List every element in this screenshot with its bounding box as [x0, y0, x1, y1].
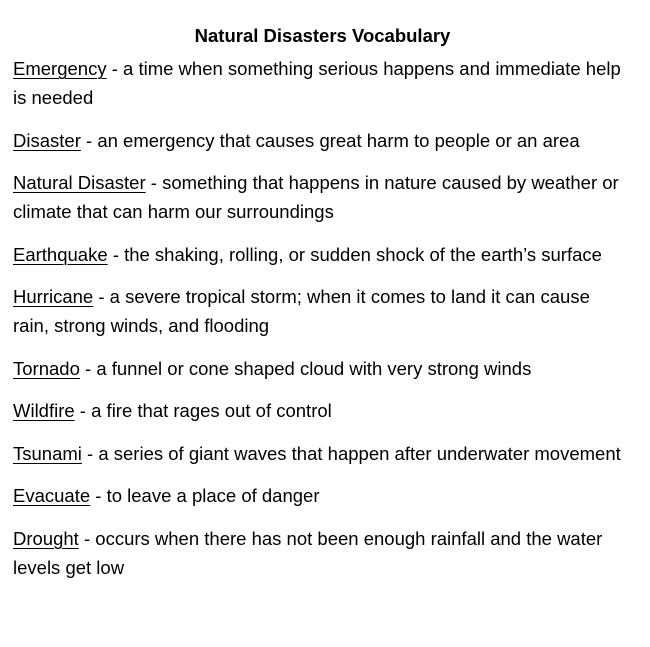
vocabulary-term: Earthquake [13, 243, 108, 265]
vocabulary-definition: a time when something serious happens and immediate help is needed [13, 58, 621, 108]
term-separator: - [74, 400, 92, 421]
vocabulary-definition: a funnel or cone shaped cloud with very strong winds [96, 357, 532, 379]
vocabulary-entry [13, 168, 625, 226]
vocabulary-term: Disaster [13, 129, 81, 151]
vocabulary-entry [13, 282, 625, 340]
vocabulary-term: Natural Disaster [13, 172, 146, 193]
vocabulary-definition: occurs when there has not been enough rainfall and the water levels get low [13, 527, 603, 578]
term-separator: - [78, 527, 96, 549]
vocabulary-term: Wildfire [13, 400, 75, 421]
vocabulary-term: Emergency [13, 58, 107, 79]
vocabulary-definition: the shaking, rolling, or sudden shock of the earth’s surface [124, 243, 602, 265]
vocabulary-definition: a series of giant waves that happen after underwater movement [98, 442, 621, 464]
vocabulary-entry [13, 439, 625, 468]
vocabulary-entry [13, 396, 625, 425]
vocabulary-definition: to leave a place of danger [106, 485, 320, 506]
vocabulary-definition: a severe tropical storm; when it comes to land it can cause rain, strong winds, and flooding [13, 286, 590, 336]
term-separator: - [107, 243, 125, 265]
term-separator: - [90, 485, 107, 506]
term-separator: - [81, 442, 99, 464]
term-separator: - [106, 58, 124, 79]
page-title: Natural Disasters Vocabulary [194, 25, 451, 46]
term-separator: - [80, 129, 98, 151]
vocabulary-entry [13, 54, 625, 112]
vocabulary-definition: an emergency that causes great harm to people or an area [97, 129, 580, 151]
vocabulary-term: Tsunami [13, 442, 82, 464]
vocabulary-term: Evacuate [13, 485, 91, 506]
term-separator: - [79, 357, 97, 379]
vocabulary-definition: a fire that rages out of control [91, 400, 332, 421]
vocabulary-term: Hurricane [13, 286, 94, 307]
vocabulary-definition: something that happens in nature caused by weather or climate that can harm our surroundings [13, 172, 619, 222]
vocabulary-term: Tornado [13, 357, 80, 379]
vocabulary-entry [13, 354, 625, 383]
term-separator: - [145, 172, 163, 193]
term-separator: - [93, 286, 110, 307]
vocabulary-entry [13, 481, 625, 510]
vocabulary-term: Drought [13, 527, 79, 549]
vocabulary-entry [13, 524, 625, 582]
vocabulary-entry [13, 240, 625, 269]
vocabulary-list [13, 54, 630, 582]
vocabulary-entry [13, 126, 625, 155]
